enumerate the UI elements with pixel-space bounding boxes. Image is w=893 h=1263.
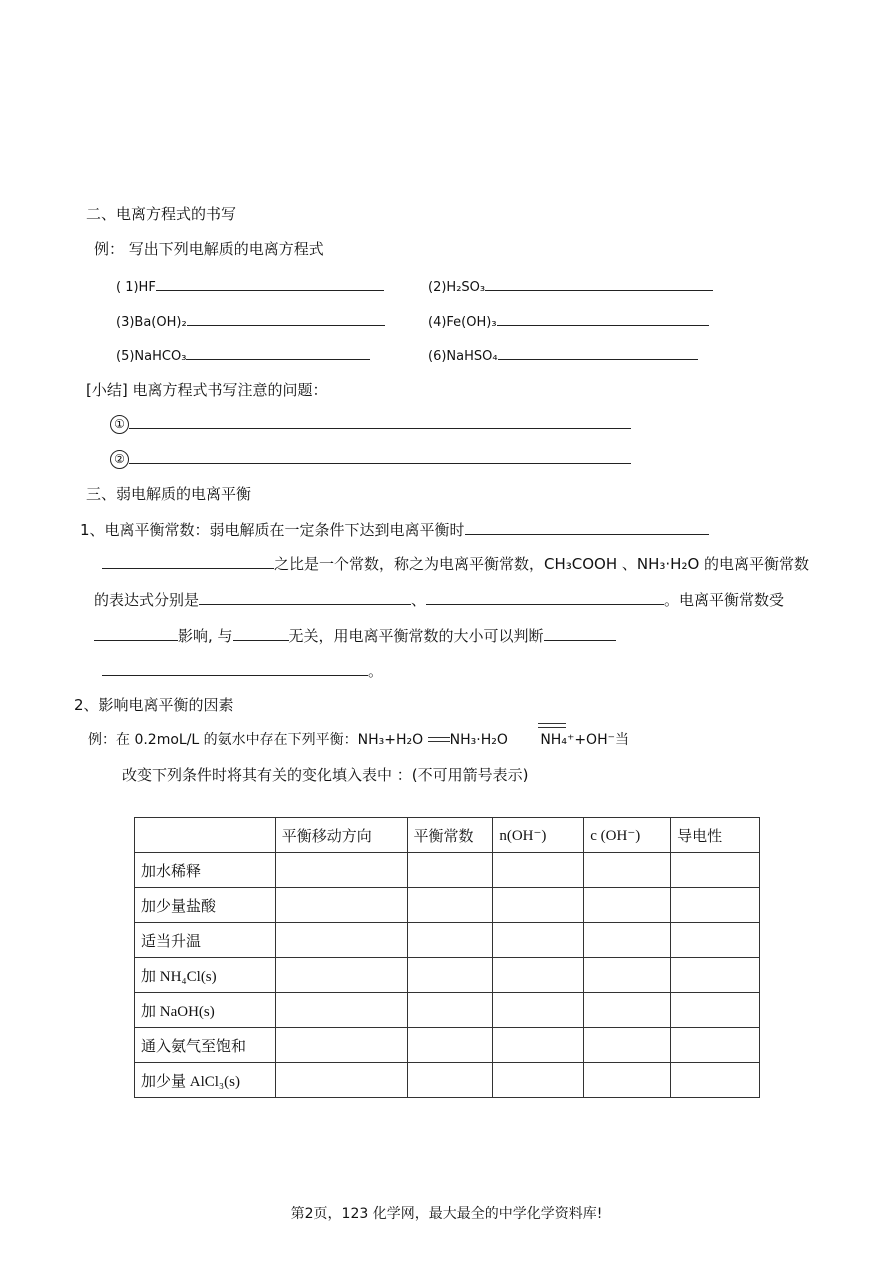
- table-header-row: [135, 818, 760, 853]
- circled-number: ①: [110, 415, 129, 434]
- table-cell[interactable]: [584, 958, 671, 993]
- table-cell[interactable]: [407, 923, 493, 958]
- table-cell[interactable]: [671, 993, 760, 1028]
- text: 之比是一个常数，称之为电离平衡常数，CH₃COOH 、NH₃·H₂O 的电离平衡常数: [274, 555, 810, 573]
- table-cell[interactable]: [584, 888, 671, 923]
- table-header-cell: 平衡常数: [407, 818, 493, 853]
- table-row: [135, 853, 760, 888]
- table-cell[interactable]: [275, 1028, 407, 1063]
- answer-blank[interactable]: [156, 276, 384, 291]
- table-cell[interactable]: [275, 923, 407, 958]
- equation-item-1: [116, 276, 384, 295]
- table-cell[interactable]: [671, 853, 760, 888]
- paragraph-line-5: [102, 660, 383, 681]
- answer-blank[interactable]: [129, 412, 631, 429]
- equation-label: (2)H₂SO₃: [428, 280, 486, 295]
- table-cell[interactable]: [584, 1028, 671, 1063]
- row-condition: 适当升温: [135, 923, 276, 958]
- text: 。电离平衡常数受: [664, 591, 785, 609]
- table-cell[interactable]: [275, 888, 407, 923]
- equation-label: (5)NaHCO₃: [116, 349, 187, 364]
- table-cell[interactable]: [275, 993, 407, 1028]
- text: 例：在 0.2moL/L 的氨水中存在下列平衡：NH₃+H₂O: [88, 732, 424, 748]
- text: 无关，用电离平衡常数的大小可以判断: [288, 627, 544, 645]
- text: 1、电离平衡常数：弱电解质在一定条件下达到电离平衡时: [80, 521, 465, 539]
- equation-label: (4)Fe(OH)₃: [428, 315, 497, 330]
- answer-blank[interactable]: [102, 661, 368, 676]
- text: 影响, 与: [178, 627, 233, 645]
- table-cell[interactable]: [275, 958, 407, 993]
- answer-blank[interactable]: [497, 311, 709, 326]
- circled-number: ②: [110, 450, 129, 469]
- paragraph-line-2: [102, 553, 809, 574]
- answer-blank[interactable]: [186, 345, 370, 360]
- table-cell[interactable]: [584, 923, 671, 958]
- instruction-text: 改变下列条件时将其有关的变化填入表中 ：(不可用箭号表示): [122, 766, 529, 784]
- text: 。: [368, 662, 384, 680]
- page-footer: 第2页，123 化学网，最大最全的中学化学资料库!: [290, 1206, 603, 1222]
- table-row: [135, 1063, 760, 1098]
- row-condition: 通入氨气至饱和: [135, 1028, 276, 1063]
- equation-label: (3)Ba(OH)₂: [116, 315, 187, 330]
- table-cell[interactable]: [493, 1063, 584, 1098]
- equilibrium-arrow-icon: [538, 721, 566, 731]
- equation-label: ( 1)HF: [116, 280, 156, 295]
- table-row: [135, 958, 760, 993]
- table-cell[interactable]: [671, 958, 760, 993]
- table-cell[interactable]: [584, 993, 671, 1028]
- equation-item-5: [116, 345, 370, 364]
- table-row: [135, 923, 760, 958]
- table-cell[interactable]: [493, 958, 584, 993]
- equation-item-6: [428, 345, 698, 364]
- table-cell[interactable]: [407, 853, 493, 888]
- table-cell[interactable]: [493, 923, 584, 958]
- table-cell[interactable]: [493, 853, 584, 888]
- equation-label: (6)NaHSO₄: [428, 349, 498, 364]
- answer-blank[interactable]: [187, 311, 385, 326]
- table-cell[interactable]: [275, 853, 407, 888]
- table-cell[interactable]: [671, 923, 760, 958]
- answer-blank[interactable]: [129, 447, 631, 464]
- text: NH₄⁺+OH⁻当: [540, 732, 629, 748]
- table-cell[interactable]: [493, 1028, 584, 1063]
- note-line-1: [110, 412, 631, 434]
- table-row: [135, 1028, 760, 1063]
- answer-blank[interactable]: [544, 626, 616, 641]
- table-cell[interactable]: [275, 1063, 407, 1098]
- table-cell[interactable]: [493, 888, 584, 923]
- table-header-cell: 平衡移动方向: [275, 818, 407, 853]
- answer-blank[interactable]: [498, 345, 698, 360]
- equilibrium-arrow-icon: [428, 735, 450, 745]
- equation-item-4: [428, 311, 709, 330]
- table-row: [135, 993, 760, 1028]
- section-heading-2: 二、电离方程式的书写: [86, 205, 237, 223]
- row-condition: 加少量盐酸: [135, 888, 276, 923]
- row-condition: 加少量 AlCl₃(s): [135, 1063, 276, 1098]
- table-cell[interactable]: [671, 888, 760, 923]
- condition-change-table: [134, 817, 760, 1098]
- note-line-2: [110, 447, 631, 469]
- row-condition: 加水稀释: [135, 853, 276, 888]
- paragraph-line-4: [94, 625, 616, 646]
- table-cell[interactable]: [407, 1063, 493, 1098]
- answer-blank[interactable]: [102, 554, 274, 569]
- table-cell[interactable]: [671, 1028, 760, 1063]
- table-cell[interactable]: [407, 1028, 493, 1063]
- answer-blank[interactable]: [465, 520, 709, 535]
- table-row: [135, 888, 760, 923]
- text: 的表达式分别是: [94, 591, 200, 609]
- answer-blank[interactable]: [233, 626, 289, 641]
- text: 、: [411, 591, 427, 609]
- section-heading-3: 三、弱电解质的电离平衡: [86, 485, 252, 503]
- table-header-cell: [135, 818, 276, 853]
- answer-blank[interactable]: [199, 590, 411, 605]
- table-cell[interactable]: [407, 993, 493, 1028]
- table-header-cell: c (OH⁻): [584, 818, 671, 853]
- subheading-factors: 2、影响电离平衡的因素: [74, 696, 234, 714]
- equation-item-3: [116, 311, 385, 330]
- answer-blank[interactable]: [94, 626, 178, 641]
- example-equilibrium: [88, 729, 629, 749]
- table-cell[interactable]: [493, 993, 584, 1028]
- summary-text: [小结] 电离方程式书写注意的问题：: [86, 381, 328, 399]
- table-cell[interactable]: [407, 888, 493, 923]
- example-text: 例： 写出下列电解质的电离方程式: [94, 240, 324, 258]
- table-cell[interactable]: [407, 958, 493, 993]
- answer-blank[interactable]: [426, 590, 664, 605]
- table-cell[interactable]: [584, 1063, 671, 1098]
- answer-blank[interactable]: [485, 276, 713, 291]
- table-header-cell: 导电性: [671, 818, 760, 853]
- paragraph-line-3: [94, 589, 784, 610]
- table-header-cell: n(OH⁻): [493, 818, 584, 853]
- text: NH₃·H₂O: [449, 732, 508, 748]
- table-cell[interactable]: [584, 853, 671, 888]
- table-cell[interactable]: [671, 1063, 760, 1098]
- paragraph-line-1: [80, 519, 709, 540]
- equation-item-2: [428, 276, 713, 295]
- row-condition: 加 NH₄Cl(s): [135, 958, 276, 993]
- row-condition: 加 NaOH(s): [135, 993, 276, 1028]
